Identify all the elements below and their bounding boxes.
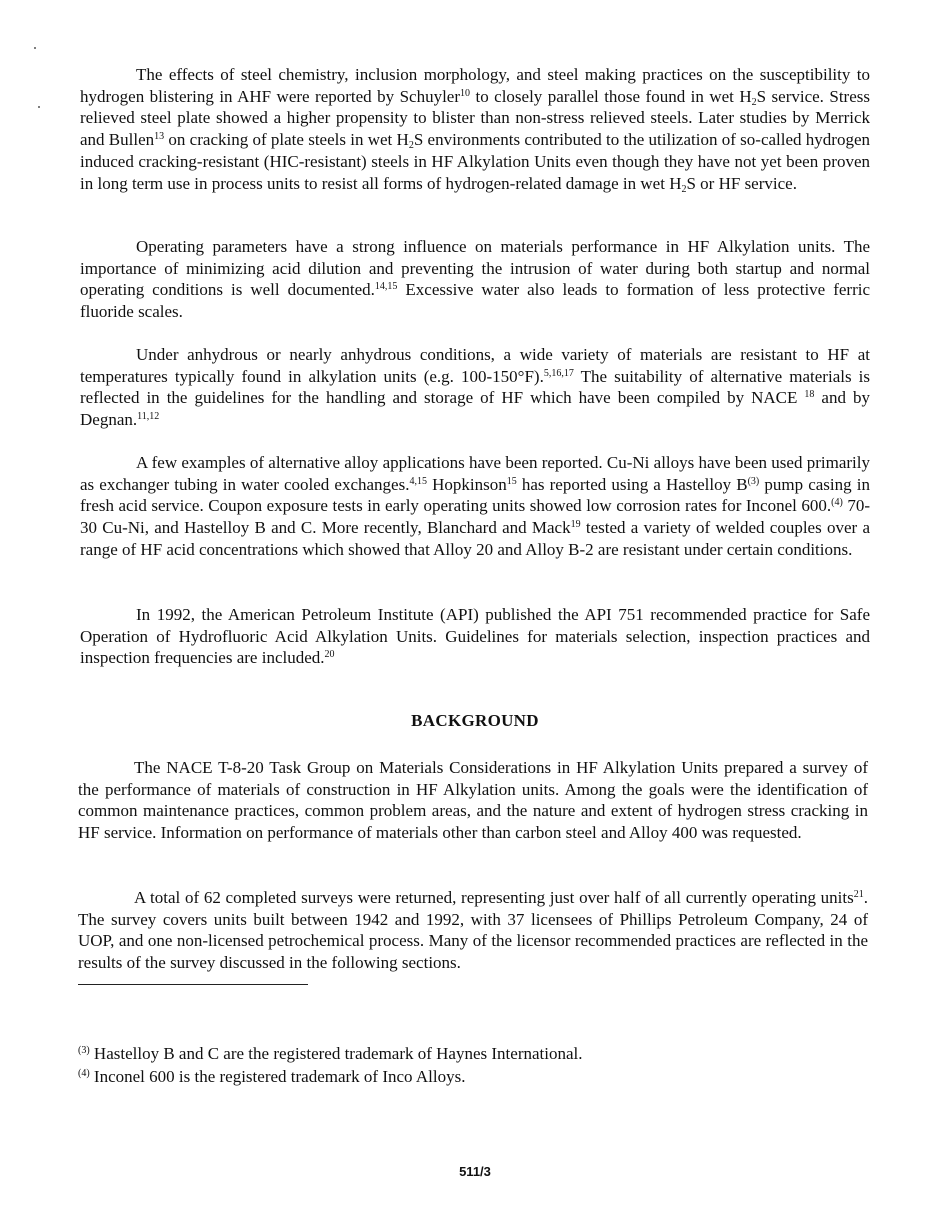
citation: 18: [804, 389, 815, 401]
citation: 20: [324, 649, 335, 661]
citation: 10: [460, 87, 471, 99]
paragraph-nace-task-group: The NACE T-8-20 Task Group on Materials Considerations in HF Alkylation Units prepared a survey of the performance of materials of construction in HF Alkylation units. Among the goals were the identification of common maintenance practices, common problem areas, and the nature and extent of hydrogen stress cracking in HF service. Information on performance of materials other than carbon steel and Alloy 400 was requested.: [78, 758, 868, 843]
citation: 15: [506, 475, 517, 487]
scan-speck: [34, 47, 36, 49]
citation: 14,15: [374, 281, 398, 293]
citation: 11,12: [137, 411, 160, 423]
footnote-ref: (3): [747, 475, 760, 487]
footnote-marker: (3): [78, 1045, 90, 1056]
footnote-4: $^{(4)}$ Inconel 600 is the registered trademark of Inco Alloys.: [78, 1067, 466, 1086]
paragraph-survey-results: A total of 62 completed surveys were returned, representing just over half of all currently operating units$^{21}$. The survey covers units built between 1942 and 1992, with 37 licensees of Phillips Petroleum Company, 24 of UOP, and one non-licensed petrochemical process. Many of the licensor recommended practices are reflected in the results of the survey discussed in the following sections.: [78, 888, 868, 973]
page-number: 511/3: [459, 1164, 491, 1179]
citation: 19: [570, 519, 581, 531]
citation: 21: [853, 889, 864, 900]
subscript: 2: [681, 183, 687, 195]
paragraph-operating-parameters: Operating parameters have a strong influence on materials performance in HF Alkylation units. The importance of minimizing acid dilution and preventing the intrusion of water during both startup and normal operating conditions is well documented.$^{14,15}$ Excessive water also leads to formation of less protective ferric fluoride scales.: [80, 237, 871, 322]
footnote-ref: (4): [831, 497, 843, 509]
citation: 5,16,17: [543, 367, 574, 379]
footnote-divider: [78, 984, 308, 985]
footnote-marker: (4): [78, 1068, 90, 1079]
citation: 4,15: [409, 475, 427, 487]
scan-speck: [38, 106, 40, 108]
subscript: 2: [751, 96, 757, 108]
citation: 13: [154, 131, 165, 143]
paragraph-api-751: In 1992, the American Petroleum Institute (API) published the API 751 recommended practice for Safe Operation of Hydrofluoric Acid Alkylation Units. Guidelines for materials selection, inspection practices and inspection frequencies are included.$^{20}$: [80, 605, 870, 668]
subscript: 2: [408, 140, 414, 152]
section-heading: BACKGROUND: [411, 711, 539, 730]
footnote-3: $^{(3)}$ Hastelloy B and C are the registered trademark of Haynes International.: [78, 1044, 583, 1063]
paragraph-anhydrous-conditions: Under anhydrous or nearly anhydrous conditions, a wide variety of materials are resistant to HF at temperatures typically found in alkylation units (e.g. 100-150°F).$^{5,16,17}$ The suitability of alternative materials is reflected in the guidelines for the handling and storage of HF which have been compiled by NACE $^{18}$ and by Degnan.$^{11,12}$: [80, 345, 870, 430]
paragraph-alternative-alloys: A few examples of alternative alloy applications have been reported. Cu-Ni alloys have been used primarily as exchanger tubing in water cooled exchanges.$^{4,15}$ Hopkinson$^{15}$ has reported using a Hastelloy $B^{(3)}$ pump casing in fresh acid service. Coupon exposure tests in early operating units showed low corrosion rates for Inconel 600.$^{(4)}$ 70-30 Cu-Ni, and Hastelloy B and C. More recently, Blanchard and Mack$^{19}$ tested a variety of welded couples over a range of HF acid concentrations which showed that Alloy 20 and Alloy B-2 are resistant under certain conditions.: [80, 453, 870, 559]
paragraph-hydrogen-blistering: The effects of steel chemistry, inclusion morphology, and steel making practices on the susceptibility to hydrogen blistering in AHF were reported by Schuyler$^{10}$ to closely parallel those found in wet $H_2S$ service. Stress relieved steel plate showed a higher propensity to blister than non-stress relieved steels. Later studies by Merrick and Bullen$^{13}$ on cracking of plate steels in wet $H_2S$ environments contributed to the utilization of so-called hydrogen induced cracking-resistant (HIC-resistant) steels in HF Alkylation Units even though they have not yet been proven in long term use in process units to resist all forms of hydrogen-related damage in wet $H_2S$ or HF service.: [80, 65, 870, 195]
